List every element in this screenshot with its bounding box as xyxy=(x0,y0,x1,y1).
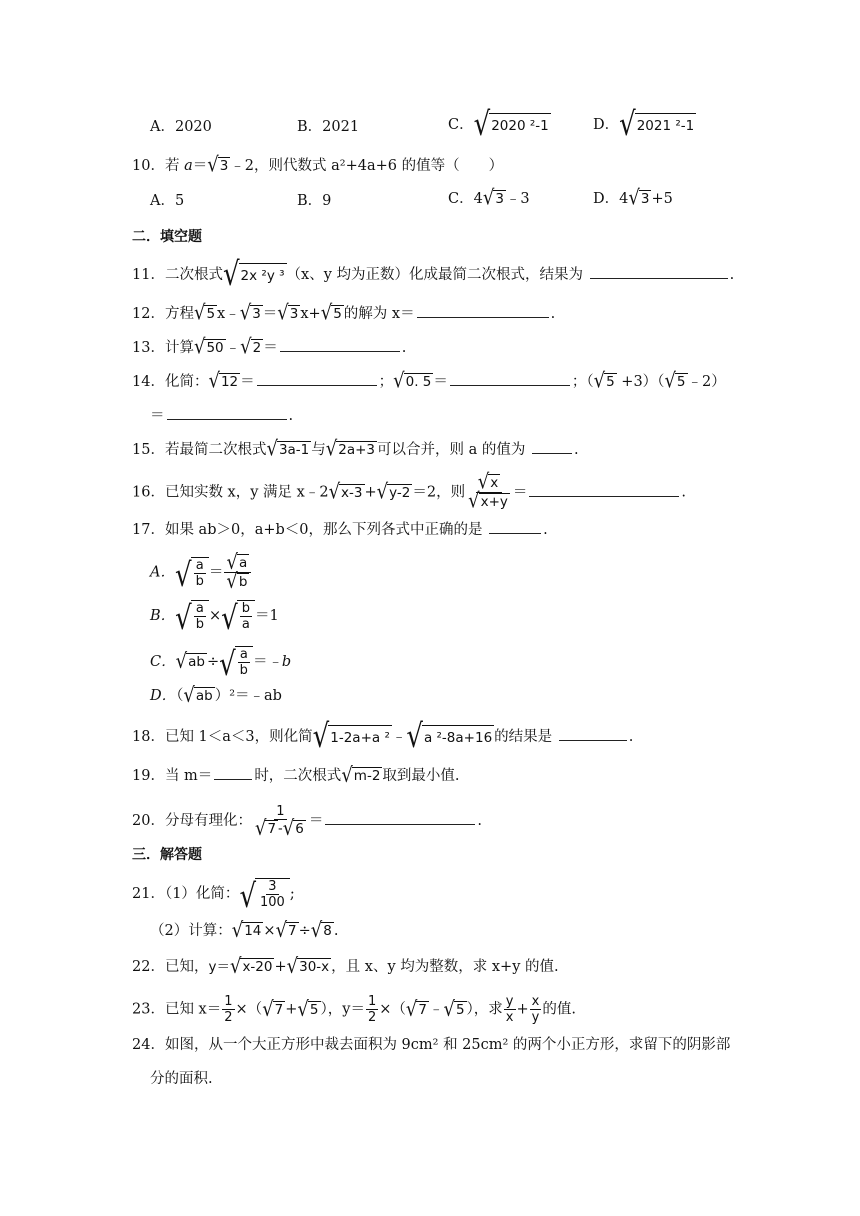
sqrt-icon: √ 2021 ²-1 xyxy=(619,106,695,144)
question-13: 13．计算 √ 50 ﹣ √ 2 ＝ . xyxy=(132,335,407,360)
q9-option-b: B．2021 xyxy=(297,119,360,135)
question-22: 22．已知，y＝ √ x-20 + √ 30-x ，且 x、y 均为整数，求 x+y 的值. xyxy=(132,954,559,979)
question-10: 10．若 a＝ √ 3 ﹣2，则代数式 a²+4a+6 的值等（ ） xyxy=(132,153,504,178)
q10-option-a: A．5 xyxy=(150,193,185,209)
q17-option-a: A． √ $\frac{a}{b}$ ＝ √ a √ b xyxy=(150,554,252,591)
question-18: 18．已知 1＜a＜3，则化简 √ 1-2a+a ² ﹣ √ a ²-8a+16 的结果是 . xyxy=(132,718,634,756)
question-12: 12．方程 √ 5 x﹣ √ 3 ＝ √ 3 x+ √ 5 的解为 x＝ . xyxy=(132,301,556,326)
question-24-cont: 分的面积. xyxy=(150,1071,213,1087)
q9-option-a: A．2020 xyxy=(150,119,212,135)
section-title-fill-in: 二．填空题 xyxy=(132,229,202,245)
question-15: 15．若最简二次根式 √ 3a-1 与 √ 2a+3 可以合并，则 a 的值为 . xyxy=(132,437,579,462)
question-14: 14．化简： √ 12 ＝ ； √ 0. 5 ＝ ；（ √ 5 +3）（ √ 5 ﹣2） xyxy=(132,369,726,394)
q17-option-d: D．（ √ ab ）²＝﹣ab xyxy=(150,683,282,708)
question-14-cont: ＝ . xyxy=(150,404,293,427)
question-23: 23．已知 x＝ $\frac{1}{2}$ ×（ √ 7 + √ 5 ），y＝ $\frac{1}{2}$ ×（ √ 7 ﹣ √ 5 ），求 $\frac{y}{x}$ + $\frac{x}{y}$ 的值. xyxy=(132,994,576,1025)
section-title-solve: 三．解答题 xyxy=(132,847,202,863)
question-19: 19．当 m＝ 时，二次根式 √ m-2 取到最小值. xyxy=(132,763,460,788)
question-21-part2: （2）计算： √ 14 × √ 7 ÷ √ 8 . xyxy=(150,918,339,943)
q10-option-b: B．9 xyxy=(297,193,332,209)
question-16: 16．已知实数 x，y 满足 x﹣2 √ x-3 + √ y-2 ＝2，则 √ x √ x+y ＝ . xyxy=(132,470,686,514)
q9-option-c: C． √ 2020 ²-1 xyxy=(448,106,549,144)
q17-option-b: B． √ $\frac{a}{b}$ × √ $\frac{b}{a}$ ＝1 xyxy=(150,600,279,638)
question-21: 21．（1）化简： √ $\frac{3}{100}$ ; xyxy=(132,878,295,916)
question-11: 11．二次根式 √ 2x ²y ³ （x、y 均为正数）化成最简二次根式，结果为 . xyxy=(132,256,735,294)
q10-option-c: C．4 √ 3 ﹣3 xyxy=(448,186,530,211)
question-24: 24．如图，从一个大正方形中裁去面积为 9cm² 和 25cm² 的两个小正方形，求留下的阴影部 xyxy=(132,1037,731,1053)
q9-option-d: D． √ 2021 ²-1 xyxy=(593,106,695,144)
sqrt-icon: √ 2020 ²-1 xyxy=(473,106,549,144)
q10-option-d: D．4 √ 3 +5 xyxy=(593,186,673,211)
question-17: 17．如果 ab＞0，a+b＜0，那么下列各式中正确的是 . xyxy=(132,518,548,541)
question-20: 20．分母有理化： 1 √ 7 - √ 6 ＝ . xyxy=(132,804,482,841)
q17-option-c: C． √ ab ÷ √ $\frac{a}{b}$ ＝﹣b xyxy=(150,646,292,684)
